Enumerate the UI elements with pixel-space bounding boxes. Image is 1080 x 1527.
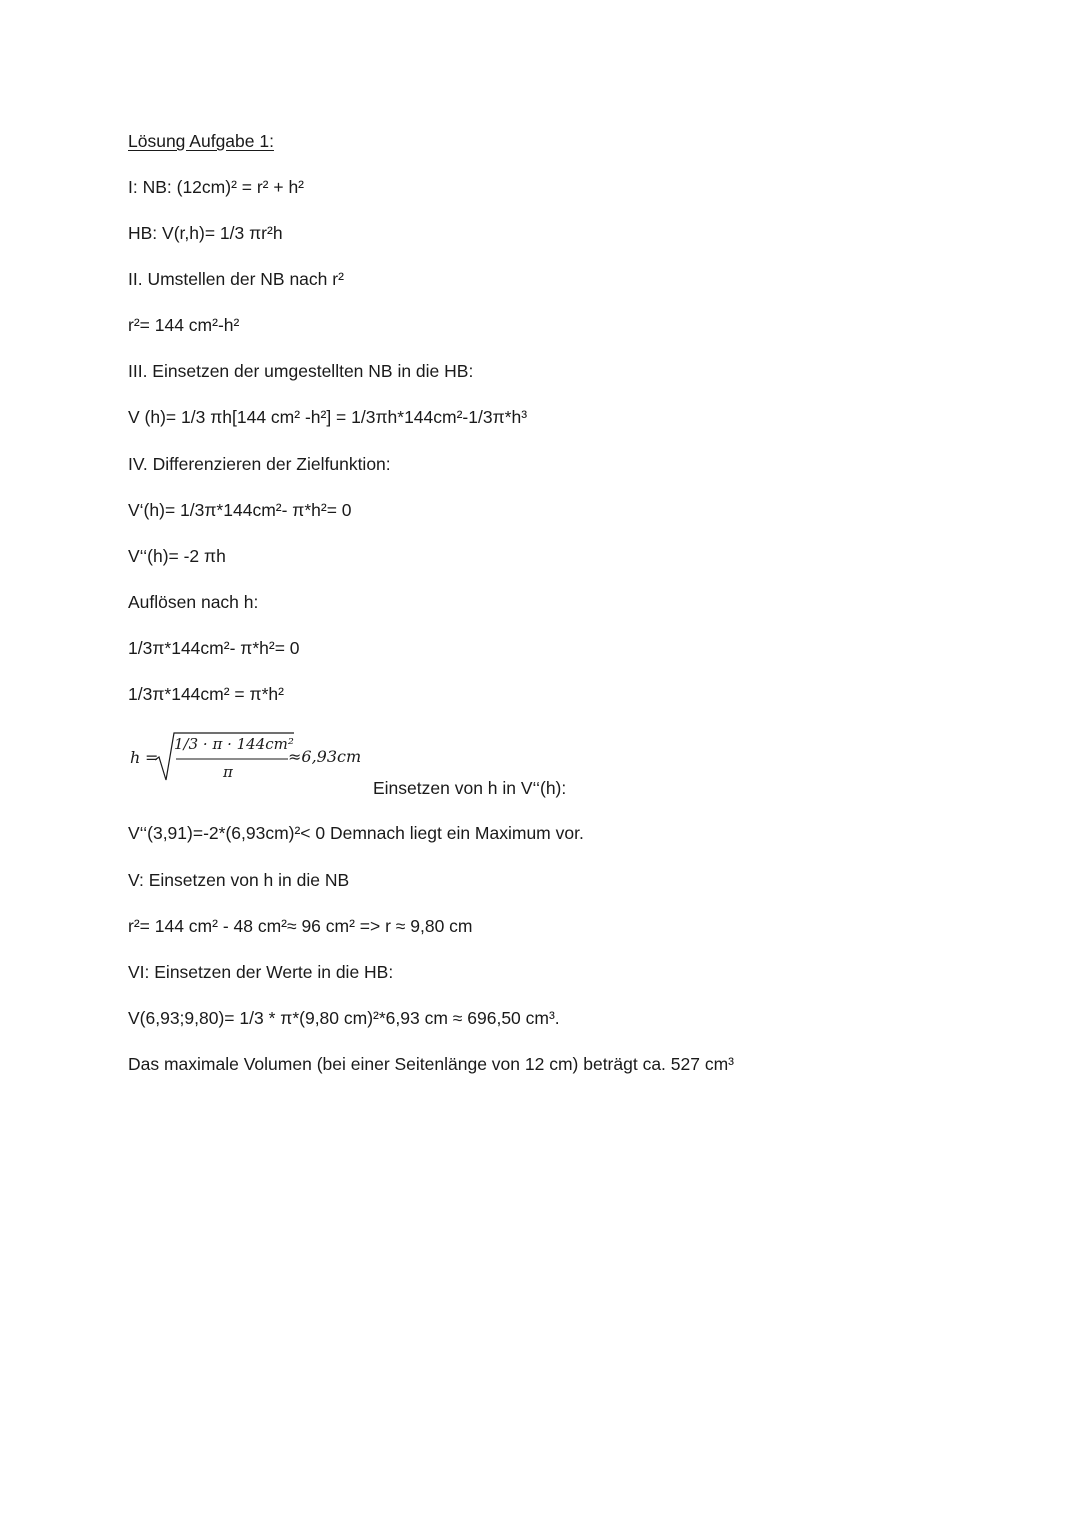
- line-volume-result: V(6,93;9,80)= 1/3 * π*(9,80 cm)²*6,93 cm ≈ 696,50 cm³.: [128, 1008, 560, 1028]
- line-nebenbedingung: I: NB: (12cm)² = r² + h²: [128, 177, 304, 197]
- line-conclusion: Das maximale Volumen (bei einer Seitenlänge von 12 cm) beträgt ca. 527 cm³: [128, 1054, 734, 1074]
- side-note-substitute-h: Einsetzen von h in V‘‘(h):: [373, 778, 567, 798]
- line-step-3-heading: III. Einsetzen der umgestellten NB in die HB:: [128, 361, 474, 381]
- line-first-derivative: V‘(h)= 1/3π*144cm²- π*h²= 0: [128, 500, 352, 520]
- formula-equals: =: [145, 748, 159, 767]
- line-step-4-heading: IV. Differenzieren der Zielfunktion:: [128, 454, 391, 474]
- line-step-5-heading: V: Einsetzen von h in die NB: [128, 870, 350, 890]
- heading-loesung-aufgabe-1: Lösung Aufgabe 1:: [128, 131, 274, 151]
- formula-lhs: h: [130, 748, 141, 767]
- formula-denominator: π: [223, 763, 233, 781]
- formula-numerator: 1/3 · π · 144cm²: [174, 735, 294, 753]
- line-r-squared: r²= 144 cm²-h²: [128, 315, 240, 335]
- line-step-2-heading: II. Umstellen der NB nach r²: [128, 269, 344, 289]
- line-solve-for-h: Auflösen nach h:: [128, 592, 259, 612]
- line-equation-zero: 1/3π*144cm²- π*h²= 0: [128, 638, 300, 658]
- formula-result: ≈6,93cm: [288, 747, 362, 766]
- line-second-derivative: V‘‘(h)= -2 πh: [128, 546, 226, 566]
- line-equation-rearranged: 1/3π*144cm² = π*h²: [128, 684, 284, 704]
- line-radius-result: r²= 144 cm² - 48 cm²≈ 96 cm² => r ≈ 9,80 cm: [128, 916, 473, 936]
- h-root-formula: [130, 730, 390, 790]
- line-maximum-check: V‘‘(3,91)=-2*(6,93cm)²< 0 Demnach liegt ein Maximum vor.: [128, 823, 584, 843]
- line-hauptbedingung: HB: V(r,h)= 1/3 πr²h: [128, 223, 283, 243]
- line-volume-function: V (h)= 1/3 πh[144 cm² -h²] = 1/3πh*144cm²-1/3π*h³: [128, 407, 528, 427]
- line-step-6-heading: VI: Einsetzen der Werte in die HB:: [128, 962, 394, 982]
